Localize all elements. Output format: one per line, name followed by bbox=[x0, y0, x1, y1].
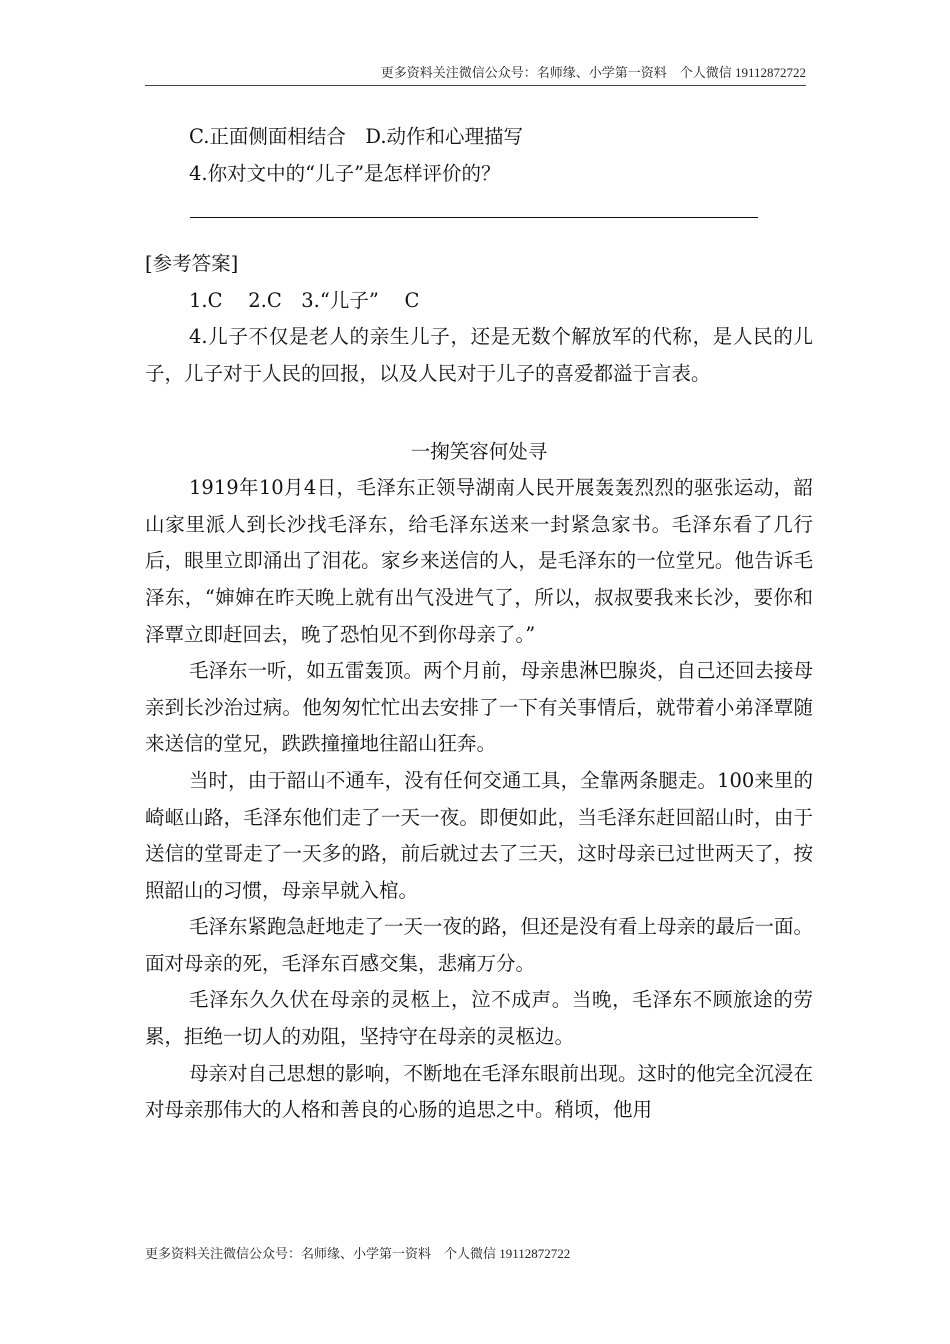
article-paragraph: 1919年10月4日，毛泽东正领导湖南人民开展轰轰烈烈的驱张运动，韶山家里派人到长沙找毛泽东，给毛泽东送来一封紧急家书。毛泽东看了几行后，眼里立即涌出了泪花。家乡来送信的人，是毛泽东的一位堂兄。他告诉毛泽东，“婶婶在昨天晚上就有出气没进气了，所以，叔叔要我来长沙，要你和泽覃立即赶回去，晚了恐怕见不到你母亲了。” bbox=[145, 476, 813, 646]
page-footer: 更多资料关注微信公众号：名师缘、小学第一资料 个人微信 19112872722 bbox=[145, 1246, 571, 1261]
question-options-line: C.正面侧面相结合 D.动作和心理描写 bbox=[189, 125, 524, 148]
header-divider bbox=[145, 85, 806, 86]
article-paragraph: 母亲对自己思想的影响，不断地在毛泽东眼前出现。这时的他完全沉浸在对母亲那伟大的人格和善良的心肠的追思之中。稍顷，他用 bbox=[145, 1061, 814, 1122]
answer-line-4: 4.儿子不仅是老人的亲生儿子，还是无数个解放军的代称，是人民的儿子，儿子对于人民的回报，以及人民对于儿子的喜爱都溢于言表。 bbox=[145, 325, 813, 385]
article-title: 一掬笑容何处寻 bbox=[410, 439, 548, 463]
article-paragraph: 毛泽东一听，如五雷轰顶。两个月前，母亲患淋巴腺炎，自己还回去接母亲到长沙治过病。他匆匆忙忙出去安排了一下有关事情后，就带着小弟泽覃随来送信的堂兄，跌跌撞撞地往韶山狂奔。 bbox=[145, 659, 814, 756]
answer-line-1: 1.C 2.C 3.“儿子” C bbox=[189, 288, 420, 312]
article-paragraph: 当时，由于韶山不通车，没有任何交通工具，全靠两条腿走。100来里的崎岖山路，毛泽东他们走了一天一夜。即便如此，当毛泽东赶回韶山时，由于送信的堂哥走了一天多的路，前后就过去了三天，这时母亲已过世两天了，按照韶山的习惯，母亲早就入棺。 bbox=[145, 768, 813, 902]
answer-heading: [参考答案] bbox=[145, 252, 239, 276]
article-paragraph: 毛泽东紧跑急赶地走了一天一夜的路，但还是没有看上母亲的最后一面。面对母亲的死，毛泽东百感交集，悲痛万分。 bbox=[145, 915, 814, 975]
document-body bbox=[145, 119, 813, 1129]
page-header: 更多资料关注微信公众号：名师缘、小学第一资料 个人微信 19112872722 bbox=[380, 65, 806, 80]
question-4: 4.你对文中的“儿子”是怎样评价的？ bbox=[189, 161, 501, 185]
article-paragraph: 毛泽东久久伏在母亲的灵柩上，泣不成声。当晚，毛泽东不顾旅途的劳累，拒绝一切人的劝阻，坚持守在母亲的灵柩边。 bbox=[145, 988, 813, 1049]
